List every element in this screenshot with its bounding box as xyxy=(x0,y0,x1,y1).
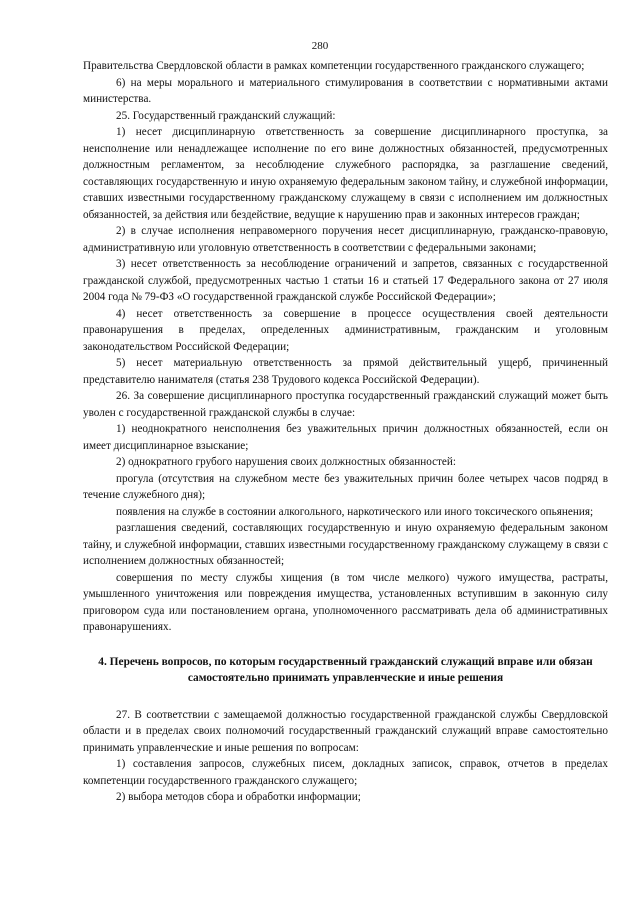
paragraph: 1) неоднократного неисполнения без уважительных причин должностных обязанностей, если он имеет дисциплинарное взыскание; xyxy=(83,423,608,452)
paragraph: Правительства Свердловской области в рамках компетенции государственного гражданского служащего; xyxy=(83,60,585,72)
paragraph: совершения по месту службы хищения (в том числе мелкого) чужого имущества, растраты, умышленного уничтожения или повреждения имущества, установленных вступившим в законную силу приговором суда или постановлением органа, уполномоченного рассматривать дела об административных правонарушениях. xyxy=(83,571,608,633)
regulation-text-bottom xyxy=(83,707,608,806)
paragraph: 25. Государственный гражданский служащий: xyxy=(116,109,336,122)
paragraph: 27. В соответствии с замещаемой должностью государственной гражданской службы Свердловской области и в пределах своих полномочий государственный гражданский служащий вправе самостоятельно принимать управленческие и иные решения по вопросам: xyxy=(83,708,608,754)
paragraph: появления на службе в состоянии алкогольного, наркотического или иного токсического опьянения; xyxy=(116,505,594,518)
paragraph: 4) несет ответственность за совершение в процессе осуществления своей деятельности правонарушения в пределах, определенных административным, гражданским и уголовным законодательством Российской Федерации; xyxy=(83,307,608,353)
document-body xyxy=(83,58,608,806)
paragraph: 3) несет ответственность за несоблюдение ограничений и запретов, связанных с государственной гражданской службой, предусмотренных частью 1 статьи 16 и статьей 17 Федерального закона от 27 июля 2004 года № 79-ФЗ «О государственной гражданской службе Российской Федерации»; xyxy=(83,258,608,303)
paragraph: 1) несет дисциплинарную ответственность за совершение дисциплинарного проступка, за неисполнение или ненадлежащее исполнение по его вине должностных обязанностей, предусмотренных должностным регламентом, за несоблюдение служебного распорядка, за разглашение сведений, составляющих государственную и иную охраняемую федеральным законом тайну, и служебной информации, ставших известными государственному гражданскому служащему в связи с исполнением им должностных обязанностей, за действия или бездействие, ведущие к нарушению прав и законных интересов граждан; xyxy=(83,126,608,221)
paragraph: 2) однократного грубого нарушения своих должностных обязанностей: xyxy=(116,456,456,468)
paragraph: прогула (отсутствия на служебном месте без уважительных причин более четырех часов подряд в течение служебного дня); xyxy=(83,472,608,501)
paragraph: 5) несет материальную ответственность за прямой действительный ущерб, причиненный представителю нанимателя (статья 238 Трудового кодекса Российской Федерации). xyxy=(83,357,608,386)
paragraph: 26. За совершение дисциплинарного проступка государственный гражданский служащий может быть уволен с государственной гражданской службы в случае: xyxy=(83,390,608,419)
paragraph: разглашения сведений, составляющих государственную и иную охраняемую федеральным законом тайну, и служебной информации, ставших известными государственному гражданскому служащему в связи с исполнением должностных обязанностей; xyxy=(83,522,608,567)
paragraph: 2) выбора методов сбора и обработки информации; xyxy=(116,791,361,803)
paragraph: 2) в случае исполнения неправомерного поручения несет дисциплинарную, гражданско-правовую, административную или уголовную ответственность в соответствии с федеральными законами; xyxy=(83,225,608,254)
section-heading: 4. Перечень вопросов, по которым государственный гражданский служащий вправе или обязан самостоятельно принимать управленческие и иные решения xyxy=(98,655,593,684)
paragraph: 6) на меры морального и материального стимулирования в соответствии с нормативными актами министерства. xyxy=(83,76,608,105)
page-number: 280 xyxy=(311,40,329,52)
regulation-text-top xyxy=(83,58,608,636)
paragraph: 1) составления запросов, служебных писем, докладных записок, справок, отчетов в пределах компетенции государственного гражданского служащего; xyxy=(83,758,608,787)
